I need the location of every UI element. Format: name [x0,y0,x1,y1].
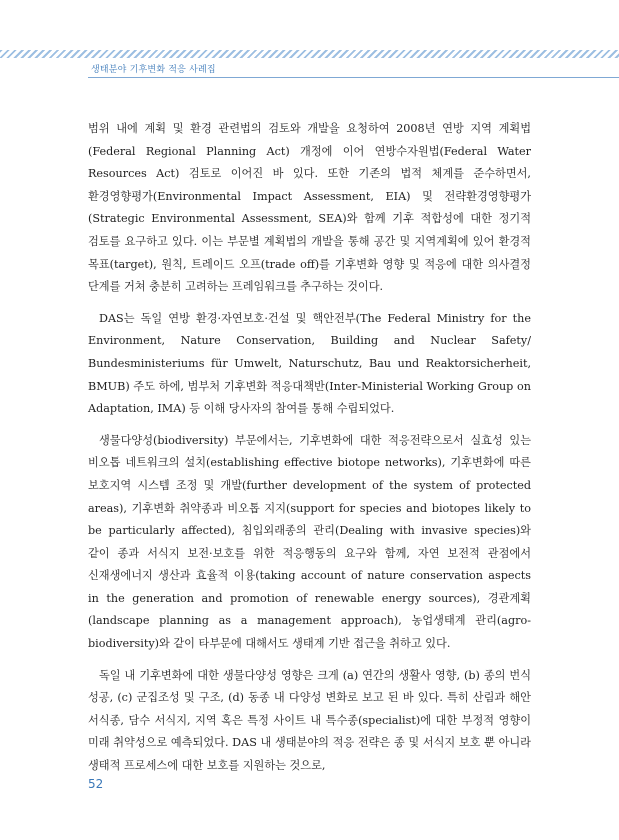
running-header-title: 생태분야 기후변화 적응 사례집 [91,65,216,75]
paragraph-2: DAS는 독일 연방 환경·자연보호·건설 및 핵안전부(The Federal Ministry for the Environment, Nature Conservation, Building and Nuclear Safety/ Bundesministeriums für Umwelt, Naturschutz, Bau und Reaktorsicherheit, BMUB) 주도 하에, 범부처 기후변화 적응대책반(Inter-Ministerial Working Group on Adaptation, IMA) 등 이해 당사자의 참여를 통해 수립되었다. [88,311,531,416]
paragraph-1: 범위 내에 계획 및 환경 관련법의 검토와 개발을 요청하여 2008년 연방 지역 계획법(Federal Regional Planning Act) 개정에 이어 연방수자원법(Federal Water Resources Act) 검토로 이어진 바 있다. 또한 기존의 법적 체계를 준수하면서, 환경영향평가(Environmental Impact Assessment, EIA) 및 전략환경영향평가(Strategic Environmental Assessment, SEA)와 함께 기후 적합성에 대한 정기적 검토를 요구하고 있다. 이는 부문별 계획법의 개발을 통해 공간 및 지역계획에 있어 환경적 목표(target), 원칙, 트레이드 오프(trade off)를 기후변화 영향 및 적응에 대한 의사결정 단계를 거쳐 충분히 고려하는 프레임워크를 추구하는 것이다. [88,122,531,294]
header-hatch-band [0,50,619,58]
body-text [88,118,531,787]
paragraph-3: 생물다양성(biodiversity) 부문에서는, 기후변화에 대한 적응전략으로서 실효성 있는 비오톱 네트워크의 설치(establishing effective biotope networks), 기후변화에 따른 보호지역 시스템 조정 및 개발(further development of the system of protected areas), 기후변화 취약종과 비오톱 지지(support for species and biotopes likely to be particularly affected), 침입외래종의 관리(Dealing with invasive species)와 같이 종과 서식지 보전·보호를 위한 적응행동의 요구와 함께, 자연 보전적 관점에서 신재생에너지 생산과 효율적 이용(taking account of nature conservation aspects in the generation and promotion of renewable energy sources), 경관계획(landscape planning as a management approach), 농업생태계 관리(agro-biodiversity)와 같이 타부문에 대해서도 생태계 기반 접근을 취하고 있다. [88,433,531,651]
paragraph-4: 독일 내 기후변화에 대한 생물다양성 영향은 크게 (a) 연간의 생활사 영향, (b) 종의 번식 성공, (c) 군집조성 및 구조, (d) 동종 내 다양성 변화로 보고 된 바 있다. 특히 산림과 해안 서식종, 담수 서식지, 지역 혹은 특정 사이트 내 특수종(specialist)에 대한 부정적 영향이 미래 취약성으로 예측되었다. DAS 내 생태분야의 적응 전략은 종 및 서식지 보호 뿐 아니라 생태적 프로세스에 대한 보호를 지원하는 것으로, [88,668,531,773]
page-number: 52 [88,777,104,791]
header-divider [88,77,619,78]
